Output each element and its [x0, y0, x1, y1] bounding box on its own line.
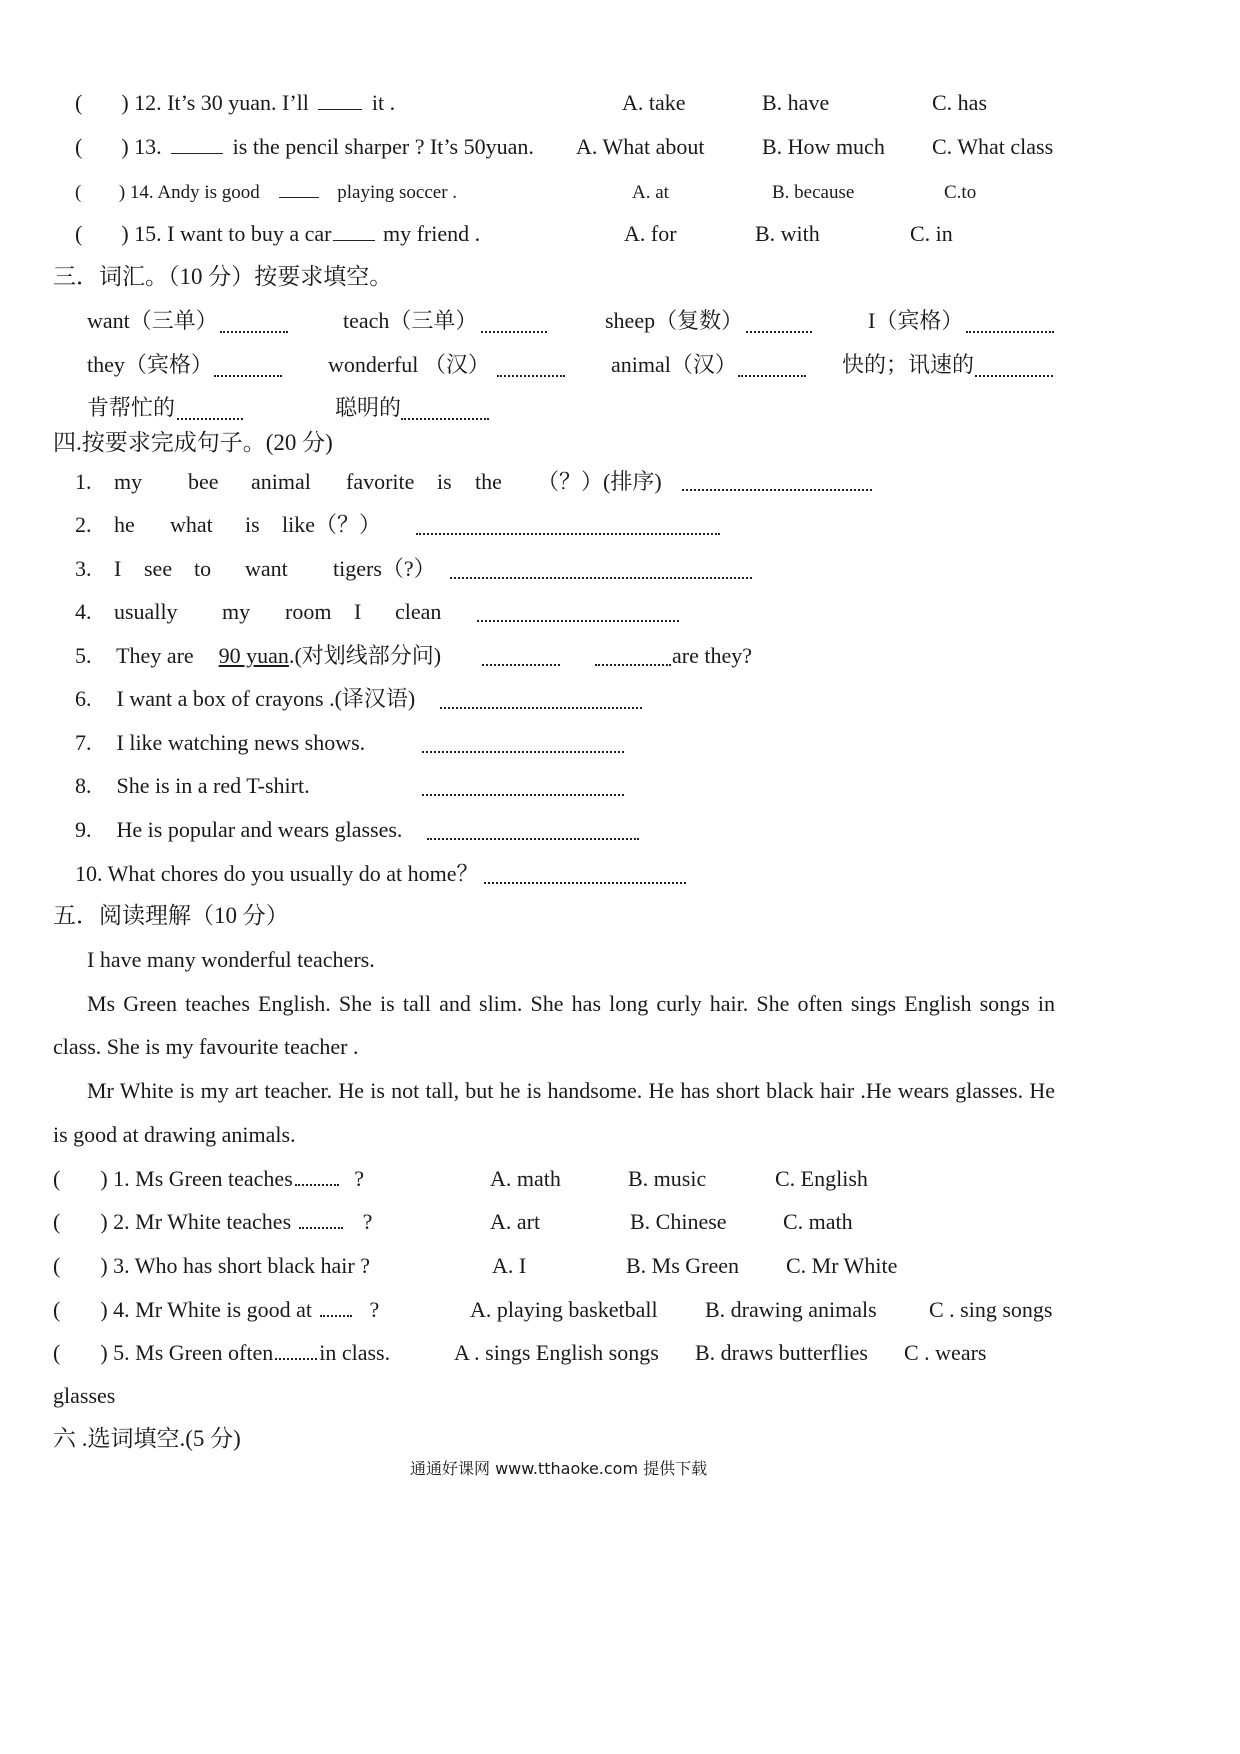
- item-9: [75, 817, 402, 843]
- option-c: C. Mr White: [786, 1253, 898, 1278]
- answer-line[interactable]: [440, 706, 642, 709]
- section-4-title: 四.按要求完成句子。(20 分): [53, 430, 333, 455]
- item-number: 1.: [75, 469, 92, 494]
- paren-close: ): [121, 221, 129, 246]
- reading-q3: ( ) 3. Who has short black hair ?: [53, 1253, 370, 1278]
- answer-blank[interactable]: [275, 1356, 317, 1360]
- word: is: [245, 512, 260, 537]
- vocab-wonderful-blank[interactable]: [497, 374, 565, 377]
- passage-line: Mr White is my art teacher. He is not tall, but he is handsome. He has short black hair .He wears glasses. He: [87, 1078, 1055, 1103]
- question-stem: ) 3. Who has short black hair ?: [100, 1253, 370, 1278]
- answer-blank[interactable]: [333, 239, 375, 241]
- word: bee: [188, 469, 219, 494]
- option-c: C. has: [932, 90, 987, 115]
- item-10: 10. What chores do you usually do at home？: [75, 861, 479, 886]
- sentence-text: They are: [116, 643, 194, 668]
- word: I: [354, 599, 362, 624]
- mc-row-14: [75, 180, 457, 206]
- option-a: A. for: [624, 221, 677, 246]
- question-stem: 15. I want to buy a car: [134, 221, 332, 246]
- option-a: A . sings English songs: [454, 1340, 659, 1365]
- answer-blank[interactable]: [299, 1225, 343, 1229]
- vocab-teach-blank[interactable]: [481, 330, 547, 333]
- vocab-animal: animal（汉）: [611, 352, 737, 377]
- paren-close: ): [118, 182, 126, 203]
- word: he: [114, 512, 135, 537]
- paren-close: ): [121, 90, 129, 115]
- answer-line[interactable]: [422, 793, 624, 796]
- vocab-they-blank[interactable]: [214, 374, 282, 377]
- answer-line[interactable]: [427, 837, 639, 840]
- reading-q4: ( ) 4. Mr White is good at ?: [53, 1297, 380, 1322]
- word: （？）(排序): [537, 469, 662, 494]
- word: to: [194, 556, 212, 581]
- option-a: A. I: [492, 1253, 527, 1278]
- question-stem-end: my friend .: [382, 221, 481, 246]
- answer-blank-1[interactable]: [482, 663, 560, 666]
- mc-row-15: [75, 221, 480, 247]
- option-c-wrap: glasses: [53, 1383, 116, 1408]
- vocab-fast: 快的；讯速的: [842, 352, 975, 377]
- answer-blank[interactable]: [171, 152, 223, 154]
- question-stem-end: playing soccer .: [337, 182, 458, 203]
- answer-line[interactable]: [450, 576, 752, 579]
- word: favorite: [346, 469, 415, 494]
- paren-open: (: [75, 221, 83, 246]
- item-number: 7.: [75, 730, 92, 755]
- word: room: [285, 599, 332, 624]
- vocab-clever: 聪明的: [335, 395, 402, 420]
- item-number: 2.: [75, 512, 92, 537]
- word: want: [245, 556, 288, 581]
- item-number: 9.: [75, 817, 92, 842]
- word: clean: [395, 599, 442, 624]
- question-stem-end: is the pencil sharper ? It’s 50yuan.: [232, 134, 534, 159]
- item-6: [75, 686, 415, 712]
- item-7: [75, 730, 365, 756]
- word: tigers（?）: [333, 556, 436, 581]
- word: what: [170, 512, 213, 537]
- page-footer: 通通好课网 www.tthaoke.com 提供下载: [410, 1459, 708, 1478]
- sentence-text: He is popular and wears glasses.: [116, 817, 403, 842]
- word: like（？）: [282, 512, 381, 537]
- sentence-text: I like watching news shows.: [116, 730, 366, 755]
- vocab-i-blank[interactable]: [966, 330, 1054, 333]
- vocab-teach: teach（三单）: [343, 308, 478, 333]
- option-c: C . sing songs: [929, 1297, 1053, 1322]
- vocab-clever-blank[interactable]: [401, 417, 489, 420]
- option-b: B. have: [762, 90, 830, 115]
- word: usually: [114, 599, 178, 624]
- answer-blank[interactable]: [279, 196, 319, 198]
- section-5-title: 五．阅读理解（10 分）: [53, 903, 289, 928]
- option-c: C. in: [910, 221, 953, 246]
- answer-line[interactable]: [682, 488, 872, 491]
- vocab-animal-blank[interactable]: [738, 374, 806, 377]
- mc-row-13: [75, 134, 534, 160]
- option-b: B. music: [628, 1166, 707, 1191]
- section-3-title: 三．词汇。（10 分）按要求填空。: [53, 264, 393, 289]
- option-c: C. What class: [932, 134, 1054, 159]
- option-a: A. take: [622, 90, 686, 115]
- word: see: [144, 556, 173, 581]
- answer-blank[interactable]: [295, 1182, 339, 1186]
- question-stem-end: ?: [369, 1297, 380, 1322]
- vocab-i: I（宾格）: [868, 308, 964, 333]
- passage-line: I have many wonderful teachers.: [87, 947, 375, 972]
- question-stem-end: it .: [371, 90, 396, 115]
- reading-q2: ( ) 2. Mr White teaches ?: [53, 1209, 373, 1234]
- mc-row-12: [75, 90, 395, 116]
- item-number: 5.: [75, 643, 92, 668]
- option-a: A. math: [490, 1166, 561, 1191]
- reading-q5: ( ) 5. Ms Green often in class.: [53, 1340, 391, 1365]
- vocab-fast-blank[interactable]: [975, 374, 1053, 377]
- paren-open: (: [75, 182, 82, 203]
- vocab-helpful-blank[interactable]: [177, 417, 243, 420]
- question-stem: ) 4. Mr White is good at: [100, 1297, 312, 1322]
- option-a: A. What about: [576, 134, 705, 159]
- vocab-sheep: sheep（复数）: [605, 308, 744, 333]
- option-c: C. math: [783, 1209, 853, 1234]
- sentence-text: I want a box of crayons .(译汉语): [116, 686, 416, 711]
- item-number: 4.: [75, 599, 92, 624]
- underlined-part: 90 yuan: [218, 643, 289, 668]
- item-number: 8.: [75, 773, 92, 798]
- sentence-text: She is in a red T-shirt.: [116, 773, 310, 798]
- item-number: 6.: [75, 686, 92, 711]
- word: the: [475, 469, 502, 494]
- word: animal: [251, 469, 311, 494]
- option-b: B. draws butterflies: [695, 1340, 868, 1365]
- passage-line: is good at drawing animals.: [53, 1122, 296, 1147]
- item-5: [75, 643, 441, 669]
- item-8: [75, 773, 310, 799]
- question-stem: ) 1. Ms Green teaches: [100, 1166, 293, 1191]
- question-stem: 12. It’s 30 yuan. I’ll: [134, 90, 309, 115]
- option-b: B. drawing animals: [705, 1297, 877, 1322]
- answer-line[interactable]: [416, 532, 720, 535]
- vocab-wonderful: wonderful （汉）: [328, 352, 490, 377]
- answer-line[interactable]: [422, 750, 624, 753]
- word: my: [114, 469, 143, 494]
- vocab-want: want（三单）: [87, 308, 218, 333]
- option-b: B. Ms Green: [626, 1253, 740, 1278]
- paren-open: (: [75, 134, 83, 159]
- answer-line[interactable]: [484, 881, 686, 884]
- word: my: [222, 599, 251, 624]
- section-6-title: 六 .选词填空.(5 分): [53, 1426, 241, 1451]
- answer-blank[interactable]: [318, 108, 362, 110]
- option-b: B. How much: [762, 134, 885, 159]
- vocab-they: they（宾格）: [87, 352, 213, 377]
- passage-line: Ms Green teaches English. She is tall and slim. She has long curly hair. She often sings English songs in: [87, 991, 1055, 1016]
- question-stem: ) 5. Ms Green often: [100, 1340, 274, 1365]
- item-number: 3.: [75, 556, 92, 581]
- question-stem-end: in class.: [319, 1340, 391, 1365]
- question-stem: ) 2. Mr White teaches: [100, 1209, 292, 1234]
- option-c: C . wears: [904, 1340, 987, 1365]
- question-stem: 13.: [134, 134, 162, 159]
- answer-blank[interactable]: [320, 1313, 352, 1317]
- option-b: B. Chinese: [630, 1209, 727, 1234]
- answer-blank-2[interactable]: [595, 663, 671, 666]
- question-stem-end: ?: [362, 1209, 373, 1234]
- option-a: A. playing basketball: [470, 1297, 658, 1322]
- option-a: A. art: [490, 1209, 541, 1234]
- vocab-sheep-blank[interactable]: [746, 330, 812, 333]
- word: is: [437, 469, 452, 494]
- option-c: C.to: [944, 182, 977, 203]
- option-b: B. because: [772, 182, 855, 203]
- vocab-want-blank[interactable]: [220, 330, 288, 333]
- passage-line: class. She is my favourite teacher .: [53, 1034, 359, 1059]
- option-b: B. with: [755, 221, 820, 246]
- question-stem: 14. Andy is good: [129, 182, 260, 203]
- paren-close: ): [121, 134, 129, 159]
- vocab-helpful: 肯帮忙的: [87, 395, 176, 420]
- instruction: .(对划线部分问): [288, 643, 442, 668]
- answer-line[interactable]: [477, 619, 679, 622]
- option-a: A. at: [632, 182, 669, 203]
- paren-open: (: [75, 90, 83, 115]
- question-stem-end: ?: [354, 1166, 365, 1191]
- reading-q1: ( ) 1. Ms Green teaches ?: [53, 1166, 365, 1191]
- option-c: C. English: [775, 1166, 868, 1191]
- word: I: [114, 556, 122, 581]
- sentence-tail: are they?: [672, 643, 752, 668]
